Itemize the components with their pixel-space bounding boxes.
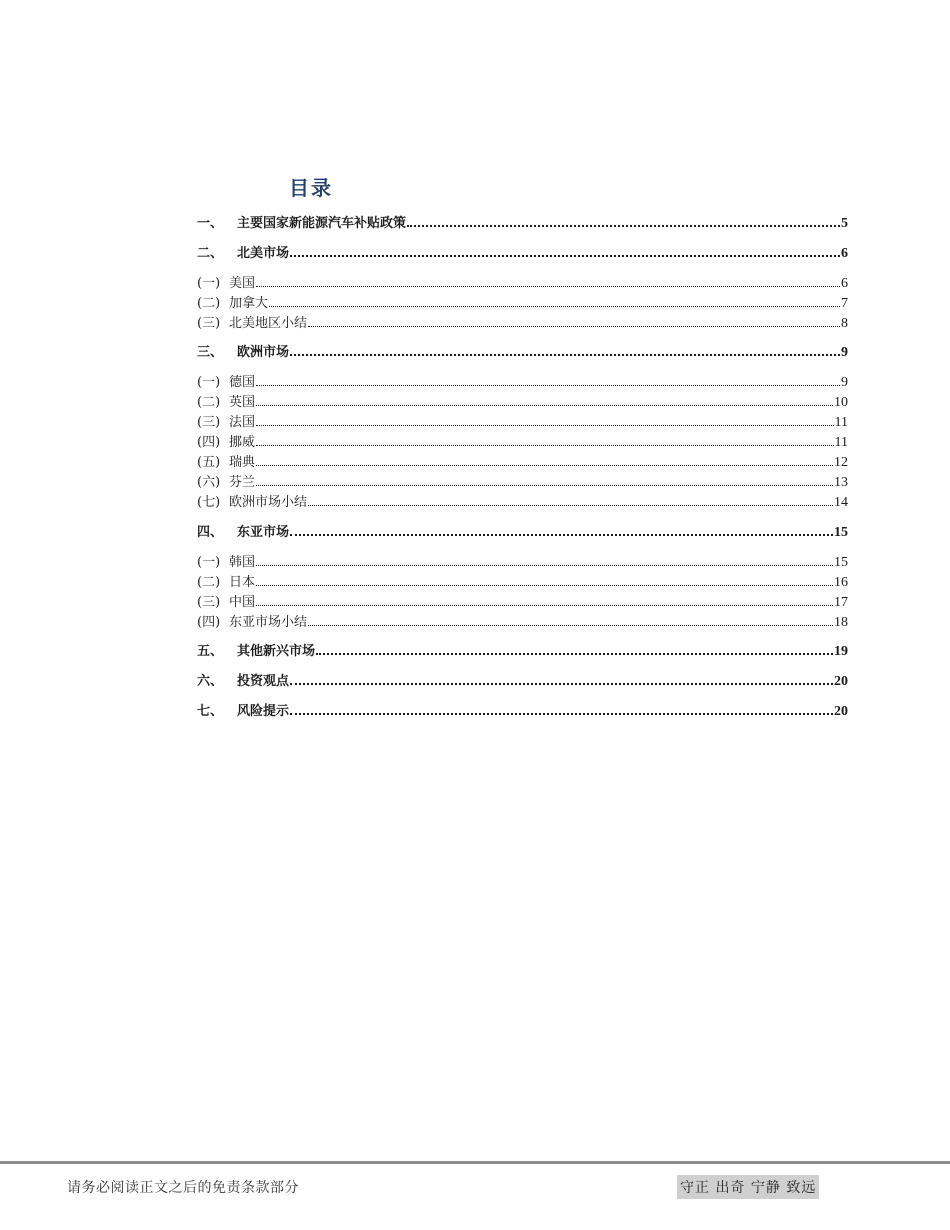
dot-leader xyxy=(407,217,840,227)
toc-entry-page: 6 xyxy=(841,246,848,261)
toc-entry-label: 韩国 xyxy=(229,555,256,570)
dot-leader xyxy=(256,576,833,586)
toc-entry-number: (二) xyxy=(197,395,221,410)
toc-entry-4-4[interactable] xyxy=(197,611,848,631)
dot-leader xyxy=(308,496,833,506)
toc-entry-2-3[interactable] xyxy=(197,312,848,332)
toc-entry-3-1[interactable] xyxy=(197,371,848,391)
dot-leader xyxy=(256,396,833,406)
toc-entry-4-3[interactable] xyxy=(197,591,848,611)
toc-entry-page: 11 xyxy=(834,415,848,430)
toc-entry-2-1[interactable] xyxy=(197,272,848,292)
toc-entry-number: 二、 xyxy=(197,246,224,261)
toc-entry-3[interactable] xyxy=(197,341,848,361)
toc-entry-number: 六、 xyxy=(197,674,224,689)
toc-entry-page: 13 xyxy=(834,475,848,490)
toc-entry-label: 北美地区小结 xyxy=(229,316,308,331)
toc-entry-3-7[interactable] xyxy=(197,491,848,511)
dot-leader xyxy=(256,416,834,426)
toc-entry-number: 三、 xyxy=(197,345,224,360)
toc-entry-page: 11 xyxy=(834,435,848,450)
dot-leader xyxy=(256,556,833,566)
toc-entry-2-2[interactable] xyxy=(197,292,848,312)
toc-entry-4-1[interactable] xyxy=(197,551,848,571)
toc-entry-label: 挪威 xyxy=(229,435,256,450)
toc-entry-2[interactable] xyxy=(197,242,848,262)
toc-entry-label: 投资观点 xyxy=(237,674,290,689)
toc-entry-page: 15 xyxy=(834,525,848,540)
toc-entry-3-4[interactable] xyxy=(197,431,848,451)
toc-entry-number: (三) xyxy=(197,595,221,610)
toc-entry-number: (四) xyxy=(197,435,221,450)
toc-title: 目录 xyxy=(289,176,333,200)
dot-leader xyxy=(256,476,833,486)
toc-entry-label: 主要国家新能源汽车补贴政策 xyxy=(237,216,407,231)
toc-entry-page: 17 xyxy=(834,595,848,610)
toc-entry-number: (五) xyxy=(197,455,221,470)
toc-entry-6[interactable] xyxy=(197,670,848,690)
toc-entry-number: (一) xyxy=(197,276,221,291)
toc-entry-number: (一) xyxy=(197,375,221,390)
toc-entry-number: (二) xyxy=(197,575,221,590)
toc-entry-page: 20 xyxy=(834,704,848,719)
toc-entry-1[interactable] xyxy=(197,212,848,232)
dot-leader xyxy=(290,526,833,536)
toc-entry-3-6[interactable] xyxy=(197,471,848,491)
toc-entry-page: 5 xyxy=(841,216,848,231)
dot-leader xyxy=(308,317,840,327)
toc-entry-number: (三) xyxy=(197,415,221,430)
toc-entry-number: 五、 xyxy=(197,644,224,659)
toc-entry-page: 10 xyxy=(834,395,848,410)
toc-entry-3-3[interactable] xyxy=(197,411,848,431)
toc-entry-5[interactable] xyxy=(197,640,848,660)
toc-entry-label: 东亚市场 xyxy=(237,525,290,540)
toc-entry-label: 欧洲市场 xyxy=(237,345,290,360)
toc-entry-page: 15 xyxy=(834,555,848,570)
toc-entry-page: 8 xyxy=(841,316,848,331)
toc-entry-label: 瑞典 xyxy=(229,455,256,470)
toc-entry-4-2[interactable] xyxy=(197,571,848,591)
toc-entry-page: 16 xyxy=(834,575,848,590)
toc-entry-number: (七) xyxy=(197,495,221,510)
dot-leader xyxy=(256,376,840,386)
footer-divider xyxy=(0,1161,950,1164)
dot-leader xyxy=(290,705,833,715)
dot-leader xyxy=(256,277,840,287)
toc-entry-number: 四、 xyxy=(197,525,224,540)
dot-leader xyxy=(269,297,840,307)
toc-entry-label: 中国 xyxy=(229,595,256,610)
toc-entry-label: 法国 xyxy=(229,415,256,430)
toc-entry-page: 14 xyxy=(834,495,848,510)
toc-entry-number: 七、 xyxy=(197,704,224,719)
toc-entry-label: 欧洲市场小结 xyxy=(229,495,308,510)
toc-entry-page: 18 xyxy=(834,615,848,630)
dot-leader xyxy=(308,616,833,626)
toc-entry-label: 北美市场 xyxy=(237,246,290,261)
toc-entry-3-5[interactable] xyxy=(197,451,848,471)
toc-entry-7[interactable] xyxy=(197,700,848,720)
dot-leader xyxy=(256,456,833,466)
toc-entry-label: 德国 xyxy=(229,375,256,390)
toc-entry-number: (三) xyxy=(197,316,221,331)
toc-entry-page: 6 xyxy=(841,276,848,291)
toc-entry-label: 其他新兴市场 xyxy=(237,644,316,659)
dot-leader xyxy=(316,645,833,655)
toc-entry-page: 19 xyxy=(834,644,848,659)
toc-entry-number: (一) xyxy=(197,555,221,570)
toc-entry-label: 芬兰 xyxy=(229,475,256,490)
toc-entry-page: 9 xyxy=(841,375,848,390)
toc-entry-label: 加拿大 xyxy=(229,296,269,311)
footer-disclaimer: 请务必阅读正文之后的免责条款部分 xyxy=(67,1180,299,1196)
dot-leader xyxy=(256,596,833,606)
toc-entry-label: 日本 xyxy=(229,575,256,590)
toc-entry-number: (六) xyxy=(197,475,221,490)
footer-motto: 守正 出奇 宁静 致远 xyxy=(677,1175,819,1199)
toc-entry-page: 9 xyxy=(841,345,848,360)
toc-entry-page: 7 xyxy=(841,296,848,311)
toc-entry-page: 20 xyxy=(834,674,848,689)
toc-entry-number: (二) xyxy=(197,296,221,311)
dot-leader xyxy=(290,247,840,257)
toc-entry-3-2[interactable] xyxy=(197,391,848,411)
toc-entry-label: 东亚市场小结 xyxy=(229,615,308,630)
toc-entry-number: 一、 xyxy=(197,216,224,231)
toc-entry-page: 12 xyxy=(834,455,848,470)
toc-entry-4[interactable] xyxy=(197,521,848,541)
toc-entry-label: 英国 xyxy=(229,395,256,410)
dot-leader xyxy=(290,675,833,685)
toc-entry-label: 美国 xyxy=(229,276,256,291)
dot-leader xyxy=(290,346,840,356)
dot-leader xyxy=(256,436,834,446)
toc-entry-label: 风险提示 xyxy=(237,704,290,719)
toc-entry-number: (四) xyxy=(197,615,221,630)
